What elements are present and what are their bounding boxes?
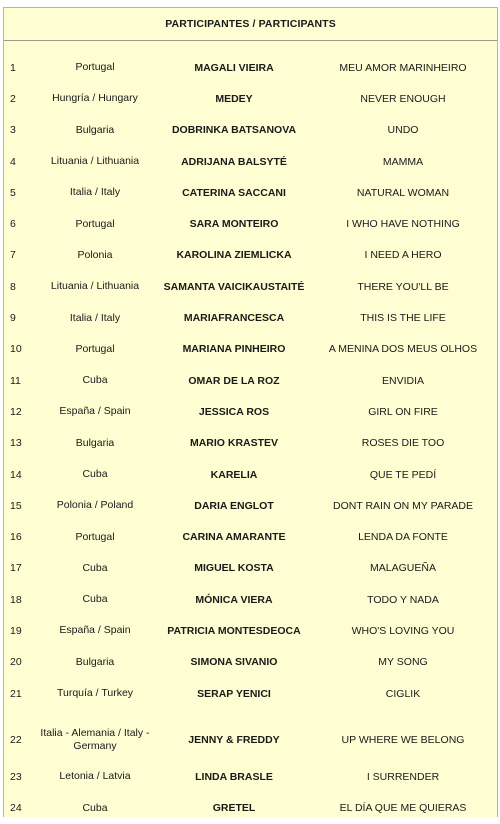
row-participant-name: MARIAFRANCESCA xyxy=(183,312,285,325)
row-song-title: THERE YOU'LL BE xyxy=(357,280,449,293)
row-number: 2 xyxy=(10,92,16,105)
row-country: Portugal xyxy=(75,530,115,543)
row-number: 11 xyxy=(10,374,21,387)
row-country: Letonia / Latvia xyxy=(59,770,131,783)
table-row xyxy=(4,521,497,552)
row-country: Cuba xyxy=(82,801,108,814)
row-country: Cuba xyxy=(82,468,108,480)
row-country: Bulgaria xyxy=(75,436,115,449)
table-row xyxy=(4,83,497,114)
row-participant-name: KAROLINA ZIEMLICKA xyxy=(176,249,292,262)
row-number: 1 xyxy=(10,61,16,74)
row-number: 14 xyxy=(10,468,22,481)
row-song-title: MAMMA xyxy=(382,155,424,168)
row-country: Polonia xyxy=(77,248,113,261)
row-country: Cuba xyxy=(82,374,108,387)
table-header xyxy=(4,8,497,41)
table-row xyxy=(4,240,497,271)
row-country: Lituania / Lithuania xyxy=(50,155,140,168)
table-row xyxy=(4,615,497,646)
row-song-title: MALAGUEÑA xyxy=(370,562,436,575)
row-number: 5 xyxy=(10,186,16,199)
row-participant-name: MEDEY xyxy=(215,92,253,105)
row-song-title: DONT RAIN ON MY PARADE xyxy=(332,499,474,512)
row-country: España / Spain xyxy=(59,624,131,637)
row-country: Bulgaria xyxy=(75,655,115,668)
row-number: 12 xyxy=(10,405,22,418)
row-number: 16 xyxy=(10,531,22,544)
row-song-title: UNDO xyxy=(387,124,419,137)
row-number: 8 xyxy=(10,280,16,293)
row-number: 24 xyxy=(10,802,22,815)
row-participant-name: JENNY & FREDDY xyxy=(188,734,280,747)
row-song-title: UP WHERE WE BELONG xyxy=(341,734,465,747)
row-number: 9 xyxy=(10,312,16,325)
row-number: 10 xyxy=(10,343,22,356)
table-row xyxy=(4,52,497,83)
row-country: Portugal xyxy=(75,61,115,74)
table-row xyxy=(4,678,497,709)
row-number: 23 xyxy=(10,770,22,783)
row-song-title: NEVER ENOUGH xyxy=(360,92,446,105)
row-participant-name: MÓNICA VIERA xyxy=(195,593,273,606)
row-song-title: TODO Y NADA xyxy=(367,593,439,606)
row-participant-name: JESSICA ROS xyxy=(198,405,270,418)
row-song-title: ENVIDIA xyxy=(381,374,424,387)
table-row xyxy=(4,459,497,490)
table-row xyxy=(4,302,497,333)
row-country: Italia / Italy xyxy=(69,186,121,199)
row-participant-name: SARA MONTEIRO xyxy=(189,218,279,231)
table-row xyxy=(4,396,497,427)
row-number: 15 xyxy=(10,499,22,512)
row-participant-name: SAMANTA VAICIKAUSTAITÉ xyxy=(163,280,305,293)
row-country: Turquía / Turkey xyxy=(56,687,134,700)
row-participant-name: MARIO KRASTEV xyxy=(189,437,279,450)
table-body xyxy=(4,52,497,824)
row-participant-name: SERAP YENICI xyxy=(197,687,271,700)
row-song-title: THIS IS THE LIFE xyxy=(360,312,446,325)
row-song-title: LENDA DA FONTE xyxy=(358,531,448,544)
row-song-title: I SURRENDER xyxy=(366,770,440,783)
table-row xyxy=(4,709,497,761)
table-row xyxy=(4,490,497,521)
row-participant-name: MAGALI VIEIRA xyxy=(194,61,274,74)
participants-table xyxy=(3,7,498,817)
table-row xyxy=(4,647,497,678)
row-song-title: NATURAL WOMAN xyxy=(356,186,450,199)
table-row xyxy=(4,146,497,177)
row-participant-name: DOBRINKA BATSANOVA xyxy=(171,124,297,137)
row-song-title: EL DÍA QUE ME QUIERAS xyxy=(339,802,467,815)
table-row xyxy=(4,793,497,824)
row-song-title: ROSES DIE TOO xyxy=(361,437,445,450)
row-country: Portugal xyxy=(75,342,115,355)
row-number: 20 xyxy=(10,656,22,669)
row-participant-name: KARELIA xyxy=(210,468,258,481)
row-country: Portugal xyxy=(75,217,115,230)
row-participant-name: MIGUEL KOSTA xyxy=(194,562,274,575)
row-country: Hungría / Hungary xyxy=(52,92,138,105)
row-song-title: A MENINA DOS MEUS OLHOS xyxy=(328,343,478,356)
table-row xyxy=(4,334,497,365)
row-country: Italia / Italy xyxy=(69,311,121,324)
row-number: 13 xyxy=(10,437,22,450)
row-number: 3 xyxy=(10,124,16,137)
row-participant-name: PATRICIA MONTESDEOCA xyxy=(167,624,301,637)
table-row xyxy=(4,553,497,584)
row-song-title: GIRL ON FIRE xyxy=(368,405,438,418)
row-song-title: I NEED A HERO xyxy=(364,249,442,262)
table-row xyxy=(4,584,497,615)
table-row xyxy=(4,271,497,302)
row-song-title: CIGLIK xyxy=(385,687,421,700)
row-country: Bulgaria xyxy=(75,123,115,136)
row-song-title: MEU AMOR MARINHEIRO xyxy=(339,61,467,74)
row-number: 22 xyxy=(10,734,22,747)
row-participant-name: MARIANA PINHEIRO xyxy=(182,343,286,356)
table-row xyxy=(4,208,497,239)
row-country: Italia - Alemania / Italy - Germany xyxy=(40,727,150,753)
header-title: PARTICIPANTES / PARTICIPANTS xyxy=(165,18,336,30)
row-number: 6 xyxy=(10,218,16,231)
row-participant-name: GRETEL xyxy=(212,802,256,815)
row-participant-name: CARINA AMARANTE xyxy=(182,531,286,544)
table-row xyxy=(4,177,497,208)
row-participant-name: OMAR DE LA ROZ xyxy=(188,374,280,387)
row-participant-name: ADRIJANA BALSYTÉ xyxy=(181,155,287,168)
table-row xyxy=(4,428,497,459)
row-song-title: QUE TE PEDÍ xyxy=(369,468,437,481)
row-number: 4 xyxy=(10,155,16,168)
row-country: España / Spain xyxy=(59,405,131,418)
row-country: Lituania / Lithuania xyxy=(50,280,140,293)
row-number: 19 xyxy=(10,624,22,637)
row-participant-name: LINDA BRASLE xyxy=(195,770,273,783)
table-row xyxy=(4,761,497,792)
row-country: Polonia / Poland xyxy=(56,499,134,512)
row-number: 21 xyxy=(10,687,22,700)
row-song-title: MY SONG xyxy=(378,656,428,669)
row-participant-name: SIMONA SIVANIO xyxy=(190,656,278,669)
row-number: 7 xyxy=(10,249,16,262)
row-song-title: I WHO HAVE NOTHING xyxy=(346,218,460,231)
row-song-title: WHO'S LOVING YOU xyxy=(351,624,455,637)
row-participant-name: CATERINA SACCANI xyxy=(182,186,286,199)
table-row xyxy=(4,115,497,146)
table-row xyxy=(4,365,497,396)
row-participant-name: DARIA ENGLOT xyxy=(194,499,274,512)
row-number: 18 xyxy=(10,593,22,606)
row-number: 17 xyxy=(10,562,22,575)
row-country: Cuba xyxy=(82,561,108,574)
row-country: Cuba xyxy=(82,593,108,606)
